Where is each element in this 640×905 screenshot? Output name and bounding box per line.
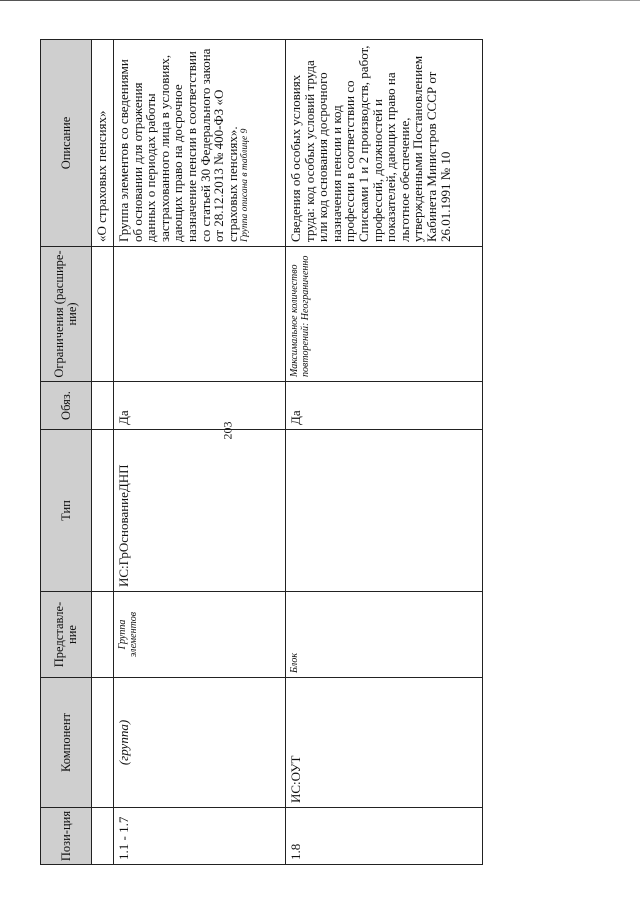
header-description: Описание (41, 40, 92, 247)
header-position: Пози-ция (41, 808, 92, 865)
header-restrictions: Ограничения (расшире-ние) (41, 247, 92, 382)
table-reference-note: Группа описана в таблице 9 (240, 128, 251, 242)
header-representation: Представле-ние (41, 592, 92, 678)
cell-component: ИС:ОУТ (286, 678, 483, 808)
cell-description: Сведения об особых условиях труда: код особых условий труда или код основания досрочного назначения пенсии и код профессии в соответствии со Списками 1 и 2 производств, работ, профессий, должностей и показателей, дающих право на льготное обеспечение, утвержденными Постановлением Кабинета Министров СССР от 26.01.1991 № 10 (286, 40, 483, 247)
table-row (114, 40, 286, 865)
header-type: Тип (41, 430, 92, 592)
header-component: Компонент (41, 678, 92, 808)
cell-component: (группа) (114, 678, 286, 808)
cell-required: Да (286, 382, 483, 430)
scan-edge-line-right (580, 0, 640, 1)
description-text: Группа элементов со сведениями об основании для отражения данных о периодах работы застрахованного лица в условиях, дающих право на досрочное назначение пенсии в соответствии со статьей 30 Федерального закона от 28.12.2013 № 400-ФЗ «О страховых пенсиях». (116, 48, 240, 242)
header-row (41, 40, 92, 865)
table-row (286, 40, 483, 865)
cell-position: 1.8 (286, 808, 483, 865)
header-required: Обяз. (41, 382, 92, 430)
cell-type (286, 430, 483, 592)
cell-description (114, 40, 286, 247)
cell-type: ИС:ГрОснованиеДНП (114, 430, 286, 592)
cell-required: Да (114, 382, 286, 430)
continuation-row (92, 40, 114, 865)
scan-edge-line (0, 0, 640, 1)
cell-restrictions (114, 247, 286, 382)
page-number: 203 (220, 421, 235, 440)
continuation-text: «О страховых пенсиях» (92, 40, 114, 247)
cell-restrictions: Максимальное количество повторений: Неограниченно (286, 247, 483, 382)
cell-representation: Группа элементов (114, 592, 286, 678)
cell-position: 1.1 - 1.7 (114, 808, 286, 865)
rotated-table-container (40, 40, 483, 865)
cell-representation: Блок (286, 592, 483, 678)
spec-table (40, 39, 483, 865)
